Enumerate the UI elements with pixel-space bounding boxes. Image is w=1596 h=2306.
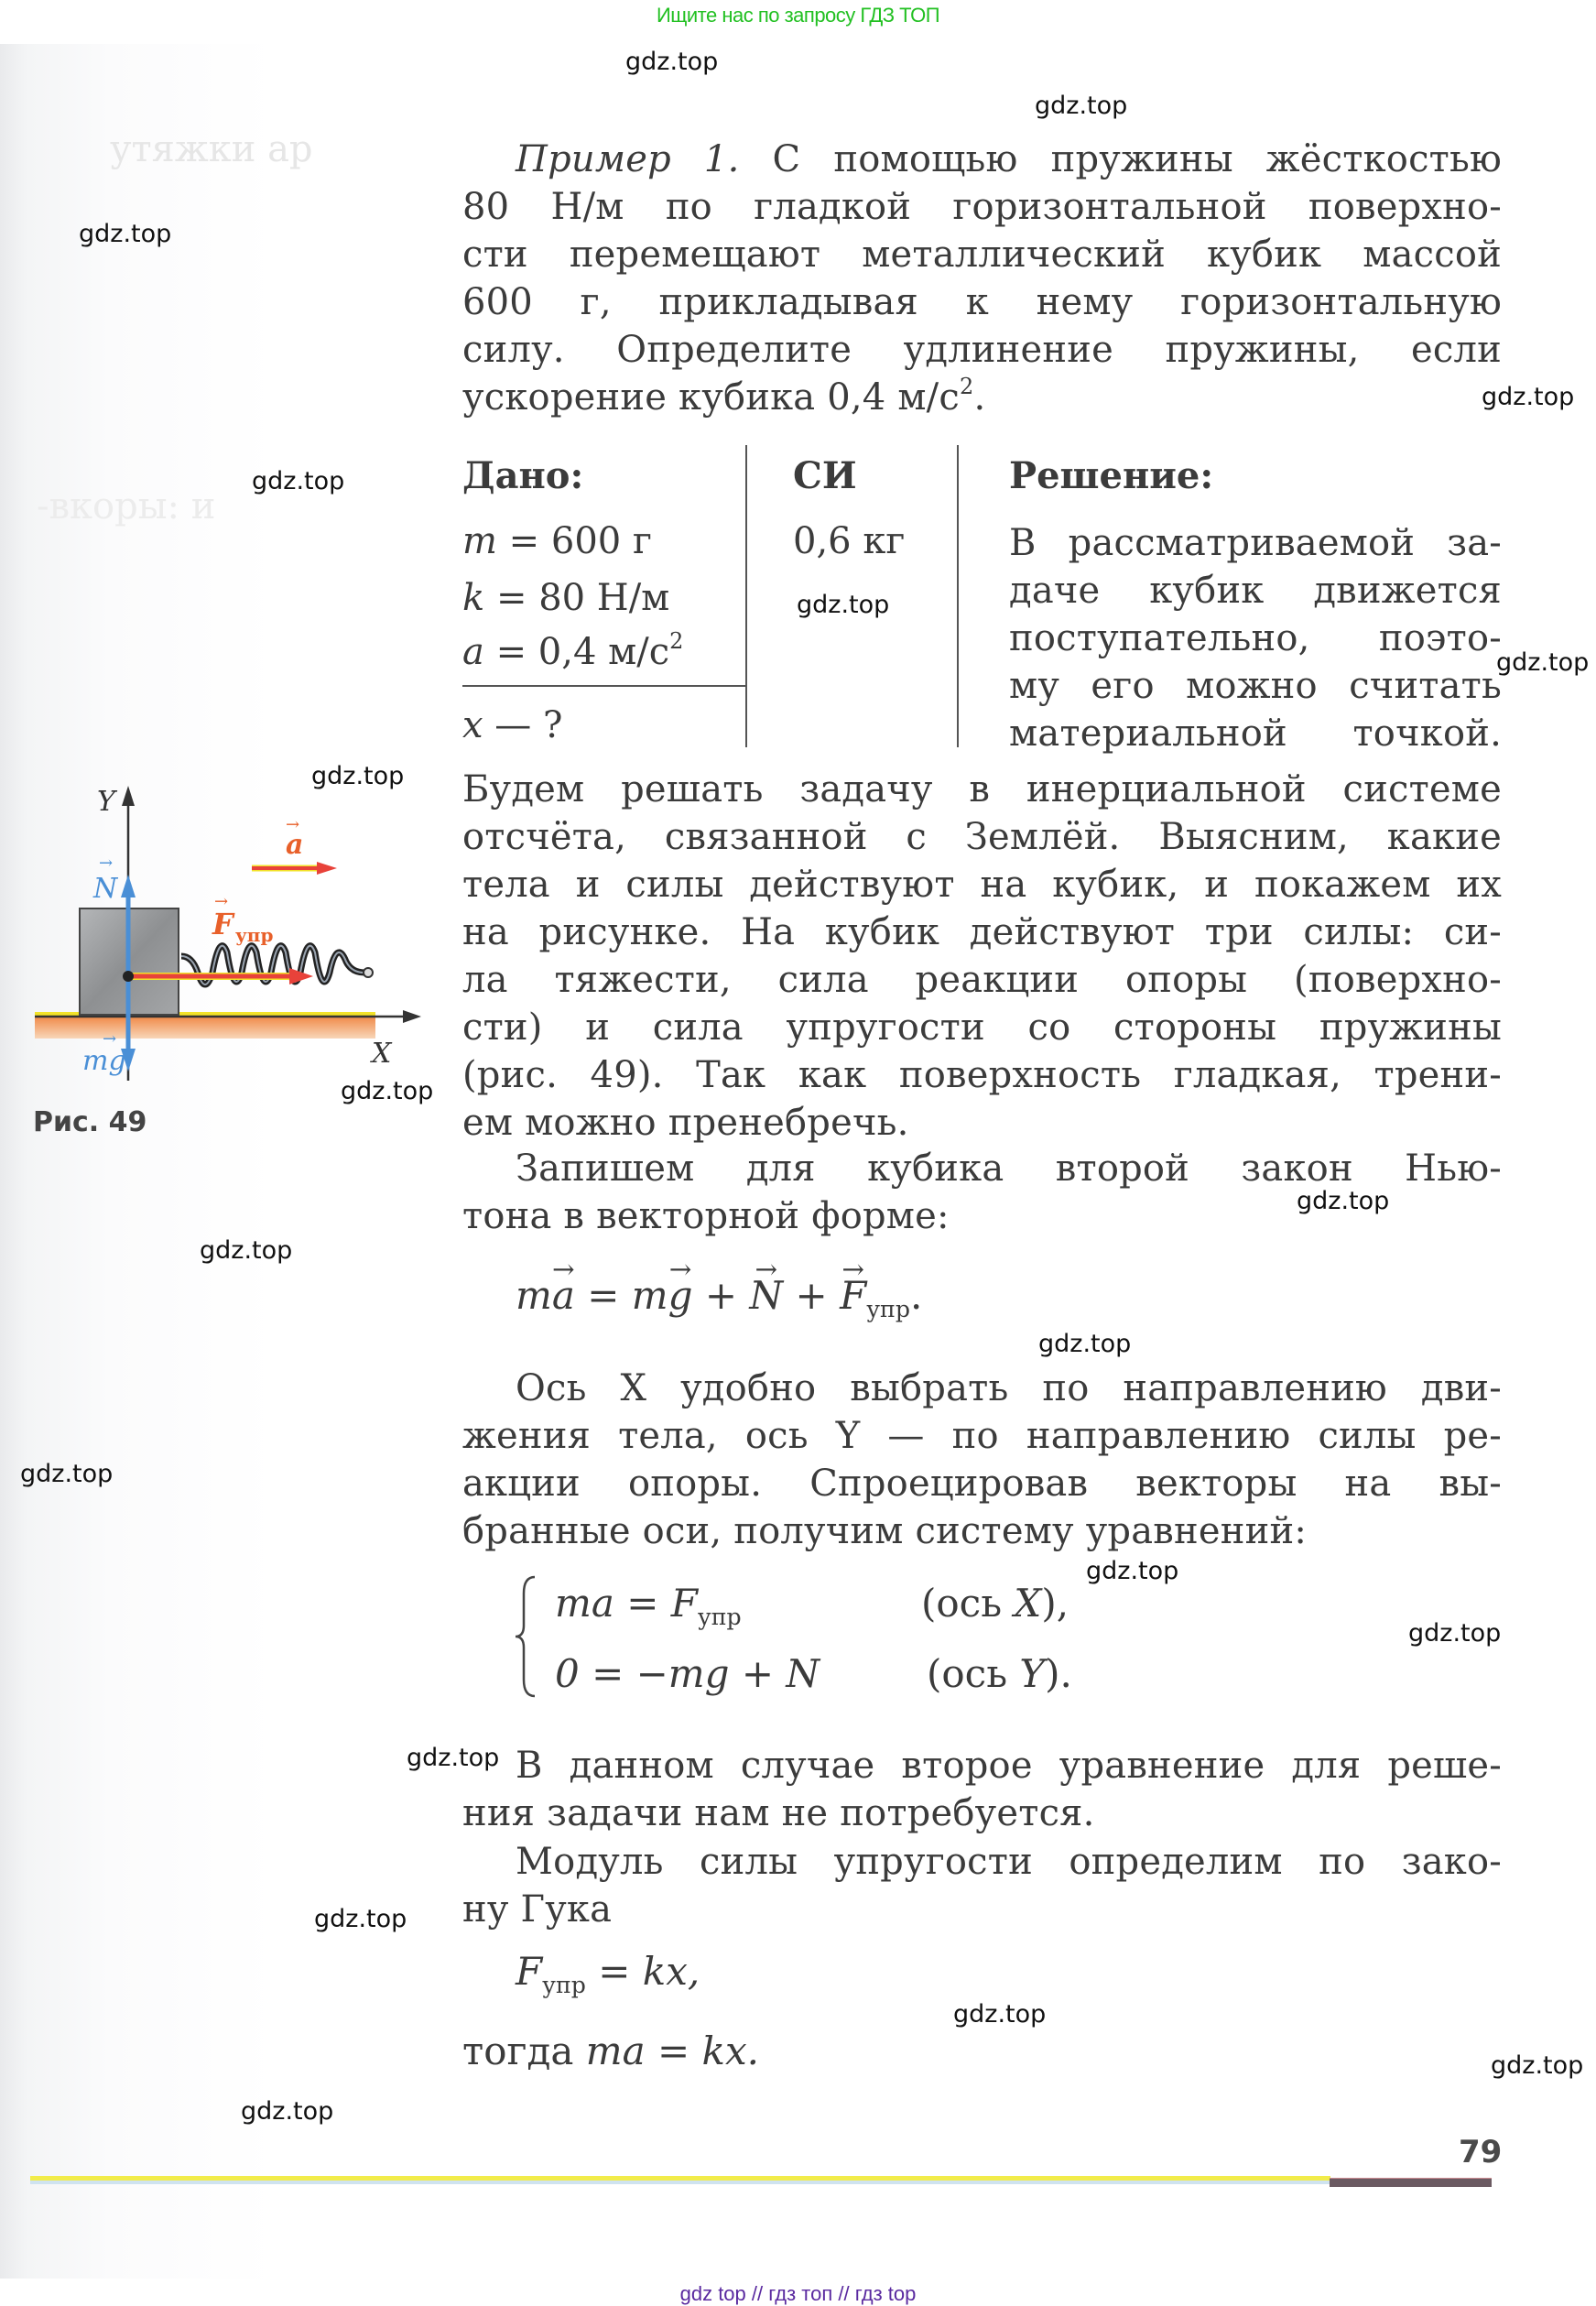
watermark: gdz.top	[797, 591, 890, 619]
svg-text:→: →	[214, 892, 229, 911]
si-mass: 0,6 кг	[793, 520, 906, 562]
formula-hooke: $F_{упр}$ = kx,	[516, 1949, 700, 1998]
top-banner[interactable]: Ищите нас по запросу ГДЗ ТОП	[656, 4, 940, 27]
watermark: gdz.top	[79, 220, 172, 248]
paragraph-hooke-intro: Модуль силы упругости определим по зако- ну Гука	[462, 1841, 1502, 1931]
spring-hook	[364, 968, 373, 977]
watermark: gdz.top	[1038, 1330, 1132, 1358]
watermark: gdz.top	[200, 1236, 293, 1265]
svg-text:a: a	[286, 829, 304, 861]
si-header: СИ	[793, 454, 857, 497]
svg-text:упр: упр	[235, 924, 274, 946]
svg-text:F: F	[212, 907, 233, 941]
svg-text:→: →	[103, 1029, 117, 1049]
page-number: 79	[1459, 2134, 1503, 2170]
watermark: gdz.top	[252, 467, 345, 495]
y-axis-arrow-icon	[122, 786, 135, 806]
center-point	[123, 971, 134, 982]
watermark: gdz.top	[1297, 1187, 1390, 1215]
watermark: gdz.top	[1491, 2051, 1584, 2080]
bleed-through-text: утяжки ар	[110, 128, 313, 170]
watermark: gdz.top	[314, 1905, 407, 1933]
ground-surface	[35, 1017, 375, 1039]
watermark: gdz.top	[1482, 383, 1575, 411]
example-paragraph: Пример 1. С помощью пружины жёсткостью 80 Н/м по гладкой горизонтальной поверхно- сти перемещают металлический кубик массой 600 г, прикладывая к нему горизонтальную силу. Определите удлинение пружины, если ускорение кубика 0,4 $м/с^2$.	[462, 138, 1503, 419]
paragraph-second-eq-unneeded: В данном случае второе уравнение для реше- ния задачи нам не потребуется.	[462, 1745, 1502, 1834]
svg-text:Y: Y	[97, 786, 115, 818]
example-label: Пример 1.	[516, 138, 740, 180]
watermark: gdz.top	[241, 2097, 334, 2126]
x-axis-arrow-icon	[403, 1010, 421, 1023]
table-divider-1	[745, 445, 747, 747]
given-stiffness: k = 80 Н/м	[462, 577, 670, 619]
watermark: gdz.top	[341, 1077, 434, 1105]
watermark: gdz.top	[625, 48, 719, 76]
svg-text:mg: mg	[82, 1045, 126, 1077]
paragraph-axes: Ось X удобно выбрать по направлению дви- жения тела, ось Y — по направлению силы ре- акции опоры. Спроецировав векторы на вы- бранные оси, получим систему уравнений:	[462, 1367, 1502, 1552]
find-elongation: x — ?	[462, 704, 563, 746]
svg-text:N: N	[93, 873, 118, 905]
svg-text:X: X	[372, 1038, 392, 1070]
bleed-through-text: -вкоры: и	[37, 485, 216, 528]
svg-text:→: →	[286, 815, 300, 834]
solution-intro: В рассматриваемой за- даче кубик движется поступательно, поэто- му его можно считать материальной точкой.	[1009, 522, 1502, 755]
given-acceleration: a = 0,4 $м/с^2$	[462, 628, 684, 673]
footer-rule	[30, 2176, 1330, 2184]
paragraph-forces: Будем решать задачу в инерциальной системе отсчёта, связанной с Землёй. Выясним, какие тела и силы действуют на кубик, и покажем их на рисунке. На кубик действуют три силы: си- ла тяжести, сила реакции опоры (поверхно- сти) и сила упругости со стороны пружины (рис. 49). Так как поверхность гладкая, трени- ем можно пренебречь.	[462, 768, 1502, 1144]
brace-icon	[513, 1575, 540, 1699]
watermark: gdz.top	[1408, 1619, 1502, 1648]
acceleration-arrow-icon	[317, 862, 337, 875]
watermark: gdz.top	[1035, 92, 1128, 120]
watermark: gdz.top	[20, 1460, 114, 1488]
svg-text:→: →	[99, 854, 114, 873]
watermark: gdz.top	[953, 2000, 1047, 2029]
paragraph-newton-intro: Запишем для кубика второй закон Нью- тона в векторной форме:	[462, 1148, 1502, 1237]
watermark: gdz.top	[1086, 1557, 1179, 1585]
normal-force-arrow-icon	[121, 875, 136, 897]
watermark: gdz.top	[1496, 648, 1590, 677]
given-header: Дано:	[462, 454, 584, 497]
watermark: gdz.top	[407, 1744, 500, 1772]
equation-x-axis-label: (ось X),	[921, 1581, 1069, 1626]
table-divider-2	[957, 445, 959, 747]
equation-y-axis: 0 = −mg + N	[555, 1651, 820, 1696]
equation-y-axis-label: (ось Y).	[927, 1651, 1072, 1696]
formula-newton-second-law: m→ a = m→ g + → N + → $F_{упр}$.	[516, 1273, 922, 1318]
table-given-underline	[462, 685, 746, 687]
equation-x-axis: ma = $F_{упр}$	[555, 1581, 742, 1630]
solution-header: Решение:	[1009, 454, 1214, 497]
watermark: gdz.top	[311, 762, 405, 790]
figure-caption: Рис. 49	[33, 1106, 147, 1138]
bottom-banner[interactable]: gdz top // гдз топ // гдз top	[679, 2282, 917, 2305]
formula-then: тогда ma = kx.	[462, 2029, 760, 2073]
given-mass: m = 600 г	[462, 520, 652, 562]
footer-rule-accent	[1330, 2178, 1492, 2187]
